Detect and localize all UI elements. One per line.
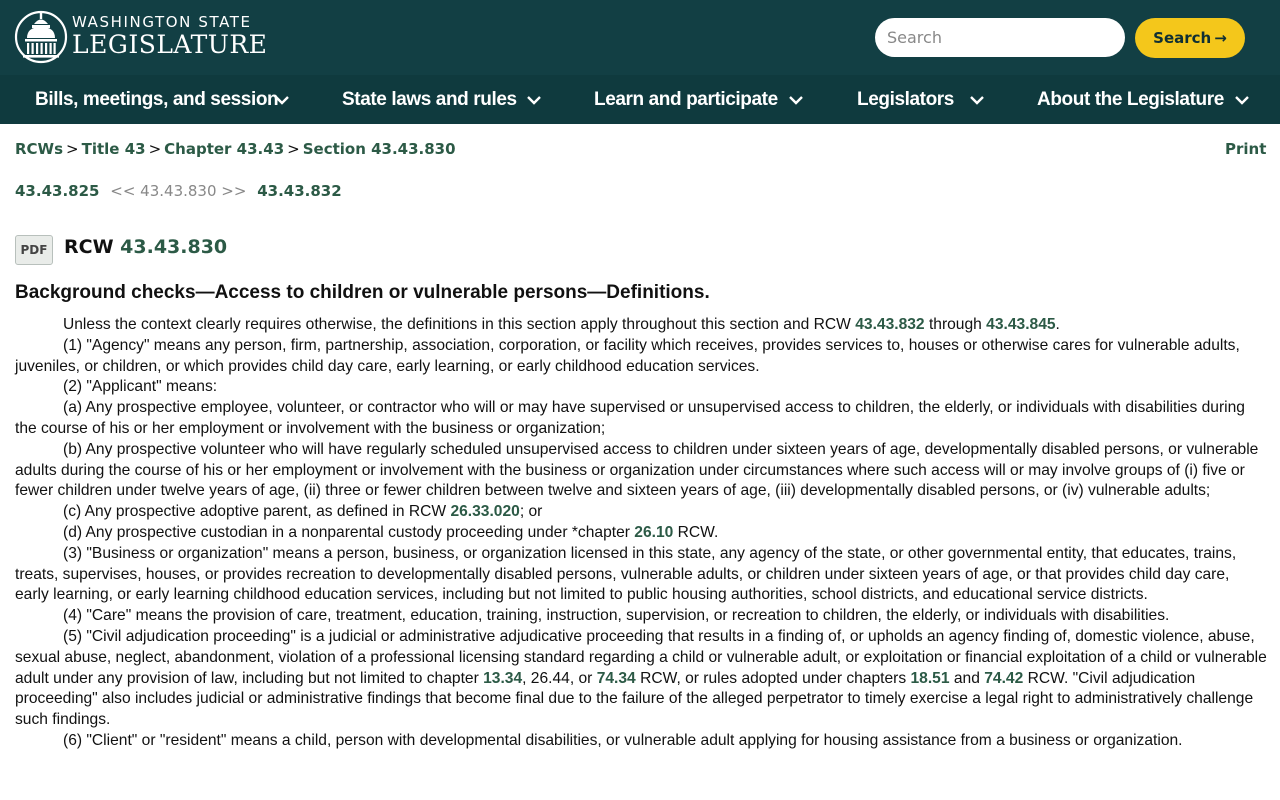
breadcrumb-chapter[interactable]: Chapter 43.43 — [164, 140, 285, 158]
paragraph — [15, 606, 1267, 627]
paragraph-text: (c) Any prospective adoptive parent, as defined in RCW — [63, 503, 451, 521]
paragraph-text: Unless the context clearly requires otherwise, the definitions in this section apply throughout this section and RCW — [63, 316, 856, 333]
rcw-number-link[interactable]: 43.43.830 — [120, 236, 228, 258]
nav-item-laws[interactable] — [342, 75, 517, 124]
nav-item-label: Bills, meetings, and session — [35, 88, 279, 110]
paragraph-text: through — [924, 316, 987, 333]
paragraph-text: (2) "Applicant" means: — [63, 378, 218, 396]
main-nav — [0, 75, 1280, 124]
logo-line2: LEGISLATURE — [72, 30, 268, 59]
section-body — [15, 315, 1267, 752]
site-logo[interactable] — [14, 8, 267, 64]
nav-item-label: State laws and rules — [342, 88, 517, 110]
paragraph — [15, 398, 1267, 440]
chevron-down-icon[interactable] — [1234, 92, 1250, 108]
next-section-link[interactable]: 43.43.832 — [257, 182, 342, 200]
nav-item-about[interactable] — [1037, 75, 1224, 124]
arrow-right-icon: → — [1214, 29, 1227, 47]
paragraph-text: (a) Any prospective employee, volunteer, or contractor who will or may have supervised or unsupervised access to children, the elderly, or individuals with disabilities during the course of his or her employment or involvement with the business or organization; — [15, 399, 1245, 437]
pager-current — [110, 182, 246, 200]
nav-item-legislators[interactable] — [857, 75, 954, 124]
paragraph-text: (4) "Care" means the provision of care, treatment, education, training, instruction, supervision, or recreation to children, the elderly, or individuals with disabilities. — [63, 607, 1170, 625]
logo-text — [72, 13, 267, 59]
paragraph — [15, 336, 1267, 378]
current-section: 43.43.830 — [140, 182, 217, 200]
paragraph-text: RCW. "Civil adjudication proceeding" also includes judicial or administrative findings that become final due to the failure of the alleged perpetrator to timely exercise a legal right to administratively challenge such findings. — [15, 669, 1254, 729]
prev-section-link[interactable]: 43.43.825 — [15, 182, 100, 200]
capitol-dome-icon — [14, 8, 68, 64]
prev-arrows: << — [110, 182, 136, 200]
paragraph-text: (b) Any prospective volunteer who will have regularly scheduled unsupervised access to children under sixteen years of age, developmentally disabled persons, or vulnerable adults during the course of his or her employment or involvement with the business or organization under circumstances where such access will or may involve groups of (i) five or fewer children under twelve years of age, (ii) three or fewer children between twelve and sixteen years of age, (iii) developmentally disabled persons, or (iv) vulnerable adults; — [15, 440, 1259, 500]
chevron-down-icon[interactable] — [274, 92, 290, 108]
rcw-citation-link[interactable]: 74.34 — [596, 669, 636, 687]
search-input[interactable] — [875, 18, 1125, 57]
paragraph — [15, 440, 1267, 502]
paragraph-text: (5) "Civil adjudication proceeding" is a judicial or administrative adjudicative proceeding that results in a finding of, or upholds an agency finding of, domestic violence, abuse, sexual abuse, neglect, abandonment, violation of a professional licensing standard regarding a child or vulnerable adult, or exploitation or financial exploitation of a child or vulnerable adult under any provision of law, including but not limited to chapter — [15, 627, 1267, 687]
paragraph — [15, 377, 1267, 398]
breadcrumb-title[interactable]: Title 43 — [81, 140, 146, 158]
paragraph — [15, 627, 1267, 731]
paragraph-text: (1) "Agency" means any person, firm, partnership, association, corporation, or facility which receives, provides services to, houses or otherwise cares for vulnerable adults, juveniles, or children, or which provides child day care, early learning, or early childhood education services. — [15, 336, 1240, 375]
chevron-down-icon[interactable] — [788, 92, 804, 108]
breadcrumb — [15, 140, 456, 158]
rcw-citation-link[interactable]: 43.43.832 — [855, 316, 925, 333]
print-link[interactable]: Print — [1225, 140, 1267, 158]
section-title: Background checks—Access to children or vulnerable persons—Definitions. — [15, 282, 710, 303]
chevron-down-icon[interactable] — [526, 92, 542, 108]
paragraph — [15, 544, 1267, 606]
paragraph — [15, 731, 1267, 752]
logo-line1: WASHINGTON STATE — [72, 13, 252, 31]
search-button-label: Search — [1153, 29, 1212, 47]
rcw-citation-link[interactable]: 43.43.845 — [986, 316, 1056, 333]
paragraph-text: RCW, or rules adopted under chapters — [635, 669, 911, 687]
nav-item-label: Learn and participate — [594, 88, 778, 110]
nav-item-learn[interactable] — [594, 75, 778, 124]
nav-item-label: About the Legislature — [1037, 88, 1224, 110]
search-button[interactable] — [1135, 18, 1245, 58]
breadcrumb-separator: > — [66, 140, 79, 158]
rcw-citation-link[interactable]: 74.42 — [984, 669, 1024, 687]
site-header — [0, 0, 1280, 75]
paragraph-text: (d) Any prospective custodian in a nonparental custody proceeding under *chapter — [63, 523, 635, 541]
rcw-citation-link[interactable]: 13.34 — [483, 669, 523, 687]
breadcrumb-separator: > — [287, 140, 300, 158]
pdf-button[interactable]: PDF — [15, 235, 53, 265]
paragraph-text: . — [1055, 316, 1060, 333]
breadcrumb-rcws[interactable]: RCWs — [15, 140, 64, 158]
paragraph-text: ; or — [519, 503, 543, 521]
breadcrumb-section[interactable]: Section 43.43.830 — [302, 140, 456, 158]
rcw-citation-link[interactable]: 26.10 — [634, 523, 674, 541]
paragraph — [15, 315, 1267, 336]
next-arrows: >> — [221, 182, 247, 200]
paragraph — [15, 523, 1267, 544]
chevron-down-icon[interactable] — [969, 92, 985, 108]
paragraph-text: (6) "Client" or "resident" means a child, person with developmental disabilities, or vulnerable adult applying for housing assistance from a business or organization. — [63, 731, 1183, 749]
nav-item-label: Legislators — [857, 88, 954, 110]
section-pager — [15, 182, 342, 200]
paragraph-text: RCW. — [673, 523, 719, 541]
nav-item-bills[interactable] — [35, 75, 278, 124]
paragraph-text: , 26.44, or — [522, 669, 597, 687]
paragraph-text: and — [949, 669, 985, 687]
rcw-heading — [64, 236, 227, 258]
rcw-citation-link[interactable]: 18.51 — [910, 669, 950, 687]
rcw-prefix: RCW — [64, 236, 114, 258]
breadcrumb-separator: > — [148, 140, 162, 158]
paragraph — [15, 502, 1267, 523]
rcw-citation-link[interactable]: 26.33.020 — [450, 503, 520, 521]
paragraph-text: (3) "Business or organization" means a person, business, or organization licensed in this state, any agency of the state, or other governmental entity, that educates, trains, treats, supervises, houses, or provides recreation to developmentally disabled persons, vulnerable adults, or children under sixteen years of age, or that provides child day care, early learning, or early learning childhood education services, including but not limited to public housing authorities, school districts, and educational service districts. — [15, 544, 1237, 604]
